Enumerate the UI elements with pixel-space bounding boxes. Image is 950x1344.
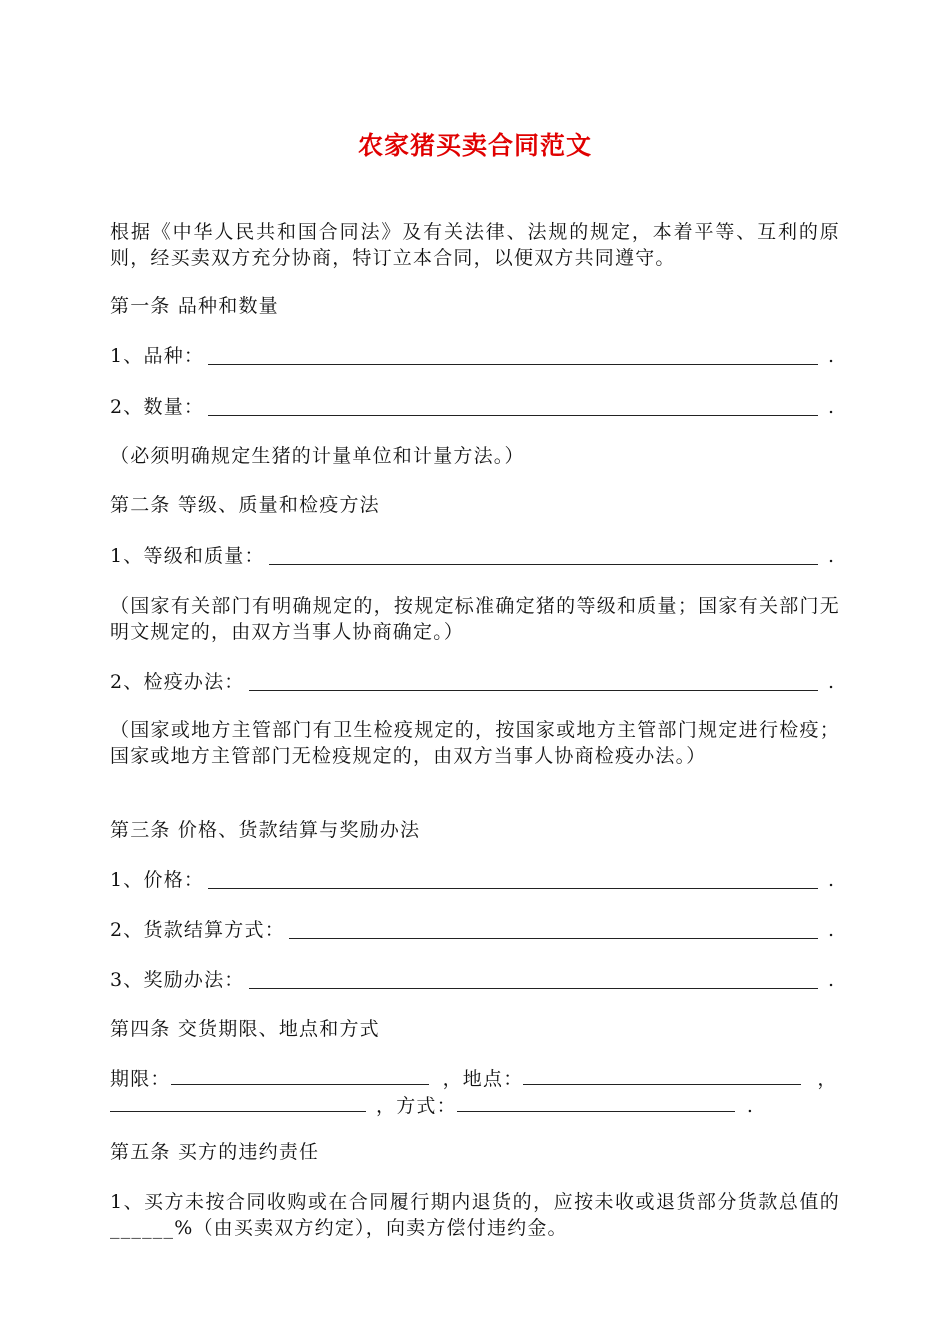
grade-quality-label: 1、等级和质量：: [110, 545, 265, 567]
quarantine-blank[interactable]: [249, 672, 819, 691]
variety-field: [110, 343, 840, 369]
delivery-line-1: [110, 1066, 850, 1092]
period-mark: .: [828, 969, 836, 991]
penalty-percent-blank[interactable]: ______: [110, 1217, 175, 1239]
article-5-item-1-text-b: %（由买卖双方约定），向卖方偿付违约金。: [174, 1217, 568, 1239]
article-4-heading: 第四条 交货期限、地点和方式: [110, 1018, 380, 1040]
settlement-blank[interactable]: [289, 920, 818, 939]
article-5-heading: 第五条 买方的违约责任: [110, 1141, 320, 1163]
settlement-field: [110, 917, 840, 943]
period-mark: .: [828, 671, 836, 693]
quarantine-label: 2、检疫办法：: [110, 671, 245, 693]
term-blank[interactable]: [171, 1066, 429, 1085]
place-blank[interactable]: [523, 1066, 801, 1085]
period-mark: .: [746, 1095, 755, 1117]
place-label: ，地点：: [442, 1068, 524, 1090]
article-2-note-1: （国家有关部门有明确规定的，按规定标准确定猪的等级和质量；国家有关部门无明文规定的，由双方当事人协商确定。）: [110, 595, 840, 643]
price-field: [110, 867, 840, 893]
price-blank[interactable]: [208, 870, 818, 889]
term-label: 期限：: [110, 1068, 171, 1090]
article-2-heading: 第二条 等级、质量和检疫方法: [110, 494, 380, 516]
period-mark: .: [828, 869, 836, 891]
intro-paragraph: 根据《中华人民共和国合同法》及有关法律、法规的规定，本着平等、互利的原则，经买卖双方充分协商，特订立本合同，以便双方共同遵守。: [110, 221, 840, 269]
delivery-line-2: [110, 1093, 754, 1119]
reward-label: 3、奖励办法：: [110, 969, 245, 991]
variety-blank[interactable]: [208, 346, 818, 365]
reward-blank[interactable]: [249, 970, 819, 989]
delivery-extra-blank[interactable]: [110, 1093, 366, 1112]
quantity-blank[interactable]: [208, 397, 818, 416]
quantity-field: [110, 394, 840, 420]
variety-label: 1、品种：: [110, 345, 205, 367]
article-3-heading: 第三条 价格、货款结算与奖励办法: [110, 819, 421, 841]
article-5-item-1: [110, 1189, 840, 1241]
quarantine-field: [110, 669, 840, 695]
period-mark: .: [828, 396, 836, 418]
method-label: ，方式：: [376, 1095, 457, 1117]
settlement-label: 2、货款结算方式：: [110, 919, 285, 941]
quantity-label: 2、数量：: [110, 396, 205, 418]
reward-field: [110, 967, 840, 993]
grade-quality-field: [110, 543, 840, 569]
price-label: 1、价格：: [110, 869, 205, 891]
article-1-heading: 第一条 品种和数量: [110, 295, 279, 317]
article-5-item-1-text-a: 1、买方未按合同收购或在合同履行期内退货的，应按未收或退货部分货款总值的: [110, 1191, 840, 1213]
article-1-note: （必须明确规定生猪的计量单位和计量方法。）: [110, 445, 525, 467]
period-mark: .: [828, 919, 836, 941]
comma-mark: ，: [817, 1068, 838, 1090]
method-blank[interactable]: [457, 1093, 735, 1112]
grade-quality-blank[interactable]: [269, 546, 818, 565]
period-mark: .: [828, 545, 836, 567]
article-2-note-2: （国家或地方主管部门有卫生检疫规定的，按国家或地方主管部门规定进行检疫；国家或地方主管部门无检疫规定的，由双方当事人协商检疫办法。）: [110, 719, 840, 767]
document-title: 农家猪买卖合同范文: [357, 131, 592, 160]
period-mark: .: [828, 345, 836, 367]
